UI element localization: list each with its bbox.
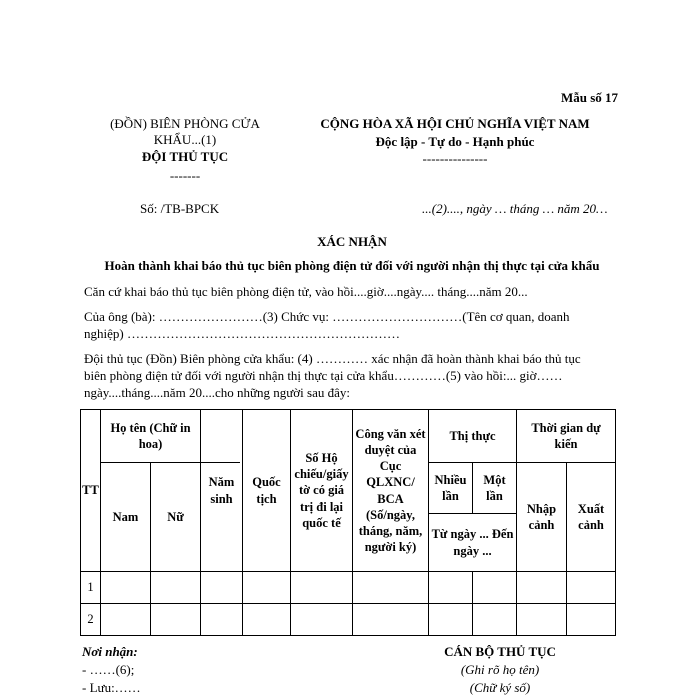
body-paragraph-1: Căn cứ khai báo thủ tục biên phòng điện tử, vào hồi....giờ....ngày.... tháng....năm 20... bbox=[84, 284, 528, 299]
recipient-item-2: - Lưu:…… bbox=[82, 679, 141, 695]
body-paragraph-3-line-2: biên phòng điện tử đối với người nhận thị thực tại cửa khẩu…………(5) vào hồi:... giờ…… bbox=[84, 368, 563, 383]
national-title: CỘNG HÒA XÃ HỘI CHỦ NGHĨA VIỆT NAM bbox=[320, 116, 590, 131]
table-line-header-bottom bbox=[80, 571, 616, 572]
signer-block bbox=[400, 644, 600, 696]
table-border-bottom bbox=[80, 635, 616, 636]
body-paragraph-3-line-3: ngày....tháng....năm 20....cho những người sau đây: bbox=[84, 385, 350, 400]
document-number: Số: /TB-BPCK bbox=[140, 201, 220, 216]
agency-line-2: KHẨU...(1) bbox=[153, 132, 217, 148]
agency-dash: ------- bbox=[169, 167, 201, 183]
national-dash: --------------- bbox=[422, 150, 488, 166]
header-birth-year: Năm sinh bbox=[208, 475, 235, 506]
header-approval: Công văn xét duyệt của Cục QLXNC/ BCA (Số/ngày, tháng, năm, người ký) bbox=[355, 426, 426, 555]
header-female: Nữ bbox=[167, 509, 184, 524]
table-row-1-number: 1 bbox=[87, 580, 94, 595]
header-passport: Số Hộ chiếu/giấy tờ có giá trị đi lại quốc tế bbox=[294, 450, 349, 530]
national-motto: Độc lập - Tự do - Hạnh phúc bbox=[375, 134, 535, 150]
header-visa: Thị thực bbox=[449, 428, 496, 443]
signer-title: CÁN BỘ THỦ TỤC bbox=[444, 644, 556, 659]
agency-unit: ĐỘI THỦ TỤC bbox=[141, 148, 229, 164]
table-border-right bbox=[615, 409, 616, 636]
header-male: Nam bbox=[112, 509, 139, 524]
document-subtitle: Hoàn thành khai báo thủ tục biên phòng điện tử đối với người nhận thị thực tại cửa khẩu bbox=[104, 258, 600, 273]
header-visa-multiple: Nhiều lần bbox=[434, 472, 467, 503]
header-entry: Nhập cảnh bbox=[526, 501, 557, 532]
body-paragraph-2-line-1: Của ông (bà): ……………………(3) Chức vụ: …………………………(Tên cơ quan, doanh bbox=[84, 309, 570, 324]
header-visa-single: Một lần bbox=[483, 472, 506, 503]
header-nationality: Quốc tịch bbox=[252, 475, 281, 506]
recipients-block bbox=[82, 644, 141, 696]
agency-line-1: (ĐỒN) BIÊN PHÒNG CỬA bbox=[110, 116, 260, 131]
signer-note-name: (Ghi rõ họ tên) bbox=[460, 662, 540, 678]
recipient-item-1: - ……(6); bbox=[82, 662, 135, 678]
form-number: Mẫu số 17 bbox=[560, 90, 618, 105]
body-paragraph-2-line-2: nghiệp) ……………………………………………………… bbox=[84, 326, 400, 341]
table-col-line bbox=[472, 571, 473, 636]
signer-note-signature: (Chữ ký số) bbox=[469, 679, 531, 695]
body-paragraph-3-line-1: Đội thủ tục (Đồn) Biên phòng cửa khẩu: (4) ………… xác nhận đã hoàn thành khai báo thủ tục bbox=[84, 351, 581, 366]
document-title: XÁC NHẬN bbox=[317, 234, 387, 249]
header-tt: TT bbox=[82, 483, 99, 498]
header-full-name: Họ tên (Chữ in hoa) bbox=[110, 420, 191, 451]
date-line: ...(2)...., ngày … tháng … năm 20… bbox=[422, 201, 608, 216]
header-visa-range: Từ ngày ... Đến ngày ... bbox=[431, 527, 514, 558]
recipients-label: Nơi nhận: bbox=[82, 644, 138, 659]
table-line-row-1 bbox=[80, 603, 616, 604]
header-expected-time: Thời gian dự kiến bbox=[531, 420, 601, 451]
header-exit: Xuất cảnh bbox=[577, 501, 605, 532]
table-row-2-number: 2 bbox=[87, 612, 94, 627]
